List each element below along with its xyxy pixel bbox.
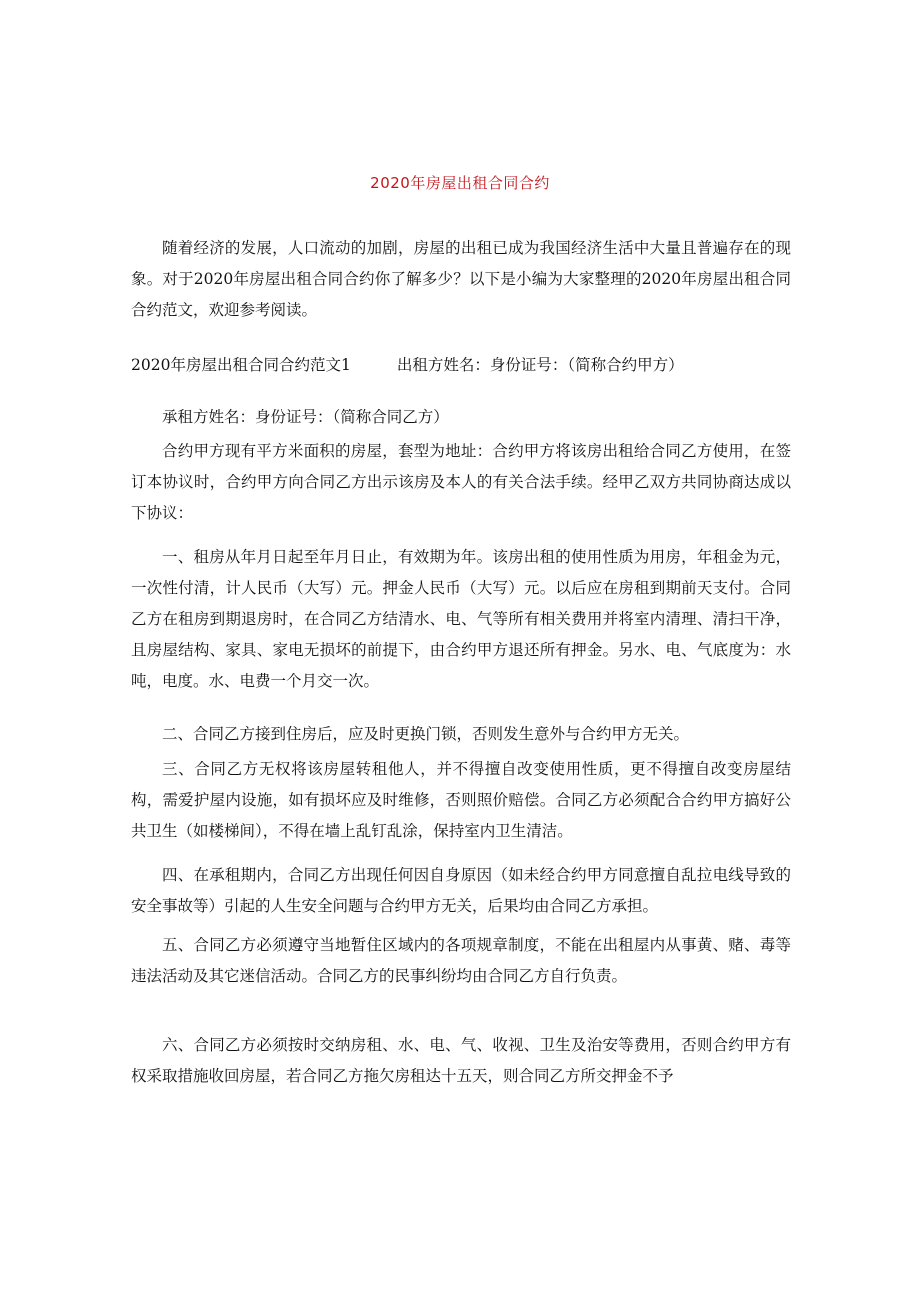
clause-4: 四、在承租期内，合同乙方出现任何因自身原因（如未经合约甲方同意擅自乱拉电线导致的安全事故等）引起的人生安全问题与合约甲方无关，后果均由合同乙方承担。 <box>131 866 791 915</box>
sample-heading-line <box>131 350 791 381</box>
preamble-paragraph: 合约甲方现有平方米面积的房屋，套型为地址：合约甲方将该房出租给合同乙方使用，在签订本协议时，合约甲方向合同乙方出示该房及本人的有关合法手续。经甲乙双方共同协商达成以下协议： <box>131 442 791 522</box>
lessee-line: 承租方姓名：身份证号：（简称合同乙方） <box>162 408 449 426</box>
clause-1: 一、租房从年月日起至年月日止，有效期为年。该房出租的使用性质为用房，年租金为元，一次性付清，计人民币（大写）元。押金人民币（大写）元。以后应在房租到期前天支付。合同乙方在租房到期退房时，在合同乙方结清水、电、气等所有相关费用并将室内清理、清扫干净，且房屋结构、家具、家电无损坏的前提下，由合约甲方退还所有押金。另水、电、气底度为：水吨，电度。水、电费一个月交一次。 <box>131 548 791 690</box>
sample-heading: 2020年房屋出租合同合约范文1 <box>131 356 351 374</box>
clause-3: 三、合同乙方无权将该房屋转租他人，并不得擅自改变使用性质，更不得擅自改变房屋结构，需爱护屋内设施，如有损坏应及时维修，否则照价赔偿。合同乙方必须配合合约甲方搞好公共卫生（如楼梯间），不得在墙上乱钉乱涂，保持室内卫生清洁。 <box>131 760 791 840</box>
clause-5: 五、合同乙方必须遵守当地暂住区域内的各项规章制度，不能在出租屋内从事黄、赌、毒等违法活动及其它迷信活动。合同乙方的民事纠纷均由合同乙方自行负责。 <box>131 936 791 985</box>
lessor-line: 出租方姓名：身份证号：（简称合约甲方） <box>396 356 684 374</box>
clause-2: 二、合同乙方接到住房后，应及时更换门锁，否则发生意外与合约甲方无关。 <box>162 725 690 743</box>
intro-paragraph: 随着经济的发展，人口流动的加剧，房屋的出租已成为我国经济生活中大量且普遍存在的现象。对于2020年房屋出租合同合约你了解多少？以下是小编为大家整理的2020年房屋出租合同合约范文，欢迎参考阅读。 <box>131 239 791 319</box>
clause-6: 六、合同乙方必须按时交纳房租、水、电、气、收视、卫生及治安等费用，否则合约甲方有权采取措施收回房屋，若合同乙方拖欠房租达十五天，则合同乙方所交押金不予 <box>131 1036 791 1085</box>
document-title: 2020年房屋出租合同合约 <box>370 174 550 192</box>
